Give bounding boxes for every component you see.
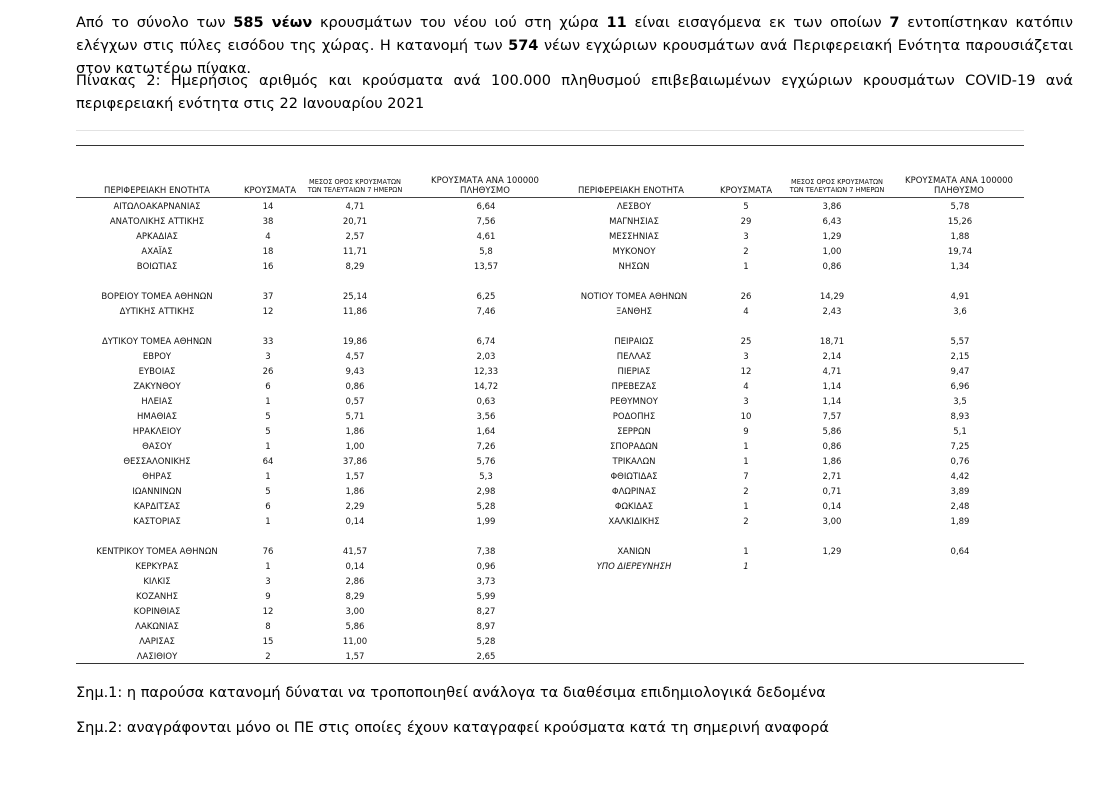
region-cell: ΚΑΡΔΙΤΣΑΣ: [133, 502, 181, 512]
avg-cell: 2,57: [345, 232, 365, 242]
region-cell: ΜΑΓΝΗΣΙΑΣ: [609, 217, 659, 227]
table-row: [550, 215, 1024, 230]
per100k-cell: 4,61: [476, 232, 496, 242]
intro-text: Από το σύνολο των: [76, 15, 234, 31]
avg-cell: 3,00: [345, 607, 365, 617]
cases-cell: 1: [743, 547, 749, 557]
cases-cell: 6: [265, 502, 271, 512]
avg-cell: 18,71: [819, 337, 845, 347]
table-row: [76, 620, 546, 635]
avg-cell: 3,00: [822, 517, 842, 527]
cases-cell: 26: [740, 292, 752, 302]
avg-cell: 0,86: [822, 262, 842, 272]
cases-cell: 8: [265, 622, 271, 632]
region-cell: ΝΟΤΙΟΥ ΤΟΜΕΑ ΑΘΗΝΩΝ: [580, 292, 688, 302]
table-row: [76, 500, 546, 515]
intro-bold-new-cases: 585 νέων: [233, 15, 313, 31]
region-cell: ΚΕΡΚΥΡΑΣ: [135, 562, 179, 572]
cases-cell: 9: [265, 592, 271, 602]
avg-cell: 2,43: [822, 307, 842, 317]
region-cell: ΛΑΣΙΘΙΟΥ: [136, 652, 178, 662]
per100k-cell: 8,93: [950, 412, 970, 422]
table-row: [76, 425, 546, 440]
table-row: [76, 245, 546, 260]
table-row: [550, 485, 1024, 500]
header-avg-line1: ΜΕΣΟΣ ΟΡΟΣ ΚΡΟΥΣΜΑΤΩΝ: [309, 178, 401, 186]
per100k-cell: 6,74: [476, 337, 496, 347]
region-cell: ΡΕΘΥΜΝΟΥ: [610, 397, 658, 407]
table-row: [76, 260, 546, 275]
intro-text: εντοπίστηκαν κατόπιν ελέγχων στις πύλες εισόδου της χώρας. Η κατανομή των: [76, 15, 1073, 54]
cases-cell: 3: [265, 352, 271, 362]
region-cell: ΠΕΙΡΑΙΩΣ: [614, 337, 654, 347]
table-row: [76, 365, 546, 380]
avg-cell: 8,29: [345, 592, 365, 602]
table-row: [76, 320, 546, 350]
avg-cell: 14,29: [819, 292, 845, 302]
cases-cell: 1: [743, 262, 749, 272]
cases-cell: 5: [265, 412, 271, 422]
per100k-cell: 0,96: [476, 562, 496, 572]
avg-cell: 3,86: [822, 202, 842, 212]
table-caption: Πίνακας 2: Ημερήσιος αριθμός και κρούσματα ανά 100.000 πληθυσμού επιβεβαιωμένων εγχώριων κρουσμάτων COVID-19 ανά περιφερειακή ενότητα στις 22 Ιανουαρίου 2021: [76, 73, 1073, 112]
table-row: [76, 635, 546, 650]
region-cell: ΝΗΣΩΝ: [618, 262, 650, 272]
region-cell: ΧΑΝΙΩΝ: [617, 547, 651, 557]
table-row: [76, 560, 546, 575]
cases-cell: 1: [265, 442, 271, 452]
table-row: [76, 530, 546, 560]
per100k-cell: 5,8: [479, 247, 493, 257]
avg-cell: 0,86: [345, 382, 365, 392]
table-row: [550, 275, 1024, 305]
avg-cell: 11,86: [342, 307, 368, 317]
cases-cell: 4: [743, 382, 749, 392]
header-region: ΠΕΡΙΦΕΡΕΙΑΚΗ ΕΝΟΤΗΤΑ: [104, 186, 210, 196]
table-row: [76, 575, 546, 590]
per100k-cell: 2,48: [950, 502, 970, 512]
header-cases: ΚΡΟΥΣΜΑΤΑ: [243, 186, 297, 196]
header-cases: ΚΡΟΥΣΜΑΤΑ: [719, 186, 773, 196]
table-row: [550, 470, 1024, 485]
avg-cell: 1,00: [822, 247, 842, 257]
cases-cell: 3: [743, 232, 749, 242]
region-cell: ΛΑΡΙΣΑΣ: [139, 637, 175, 647]
per100k-cell: 2,65: [476, 652, 496, 662]
region-cell: ΘΕΣΣΑΛΟΝΙΚΗΣ: [123, 457, 191, 467]
region-cell: ΛΕΣΒΟΥ: [616, 202, 652, 212]
table-row: [550, 440, 1024, 455]
cases-cell: 18: [262, 247, 274, 257]
avg-cell: 1,86: [345, 427, 365, 437]
table-row: [550, 515, 1024, 530]
header-per100k-line1: ΚΡΟΥΣΜΑΤΑ ΑΝΑ 100000: [431, 176, 539, 186]
avg-cell: 20,71: [342, 217, 368, 227]
cases-cell: 1: [743, 457, 749, 467]
per100k-cell: 2,15: [950, 352, 970, 362]
cases-cell: 10: [740, 412, 752, 422]
header-per100k-line2: ΠΛΗΘΥΣΜΟ: [460, 186, 510, 196]
note-1: Σημ.1: η παρούσα κατανομή δύναται να τροποποιηθεί ανάλογα τα διαθέσιμα επιδημιολογικά δεδομένα: [76, 685, 826, 701]
per100k-cell: 5,76: [476, 457, 496, 467]
cases-cell: 2: [743, 517, 749, 527]
table-row: [76, 230, 546, 245]
avg-cell: 1,29: [822, 547, 842, 557]
region-cell: ΗΜΑΘΙΑΣ: [137, 412, 177, 422]
per100k-cell: 9,47: [950, 367, 970, 377]
avg-cell: 6,43: [822, 217, 842, 227]
region-cell: ΖΑΚΥΝΘΟΥ: [133, 382, 181, 392]
header-per100k: [894, 176, 1024, 196]
table-row: [76, 605, 546, 620]
cases-cell: 15: [262, 637, 274, 647]
table-row: [550, 560, 1024, 575]
header-avg-line1: ΜΕΣΟΣ ΟΡΟΣ ΚΡΟΥΣΜΑΤΩΝ: [791, 178, 883, 186]
avg-cell: 19,86: [342, 337, 368, 347]
per100k-cell: 15,26: [947, 217, 973, 227]
table-row: [76, 470, 546, 485]
per100k-cell: 6,25: [476, 292, 496, 302]
cases-cell: 3: [265, 577, 271, 587]
per100k-cell: 0,63: [476, 397, 496, 407]
avg-cell: 8,29: [345, 262, 365, 272]
avg-cell: 41,57: [342, 547, 368, 557]
avg-cell: 1,57: [345, 472, 365, 482]
per100k-cell: 5,28: [476, 502, 496, 512]
per100k-cell: 2,03: [476, 352, 496, 362]
region-cell: ΔΥΤΙΚΟΥ ΤΟΜΕΑ ΑΘΗΝΩΝ: [101, 337, 213, 347]
avg-cell: 2,71: [822, 472, 842, 482]
per100k-cell: 4,42: [950, 472, 970, 482]
region-cell: ΑΙΤΩΛΟΑΚΑΡΝΑΝΙΑΣ: [113, 202, 201, 212]
cases-cell: 1: [743, 442, 749, 452]
intro-bold-domestic: 574: [508, 38, 539, 54]
table-row: [550, 380, 1024, 395]
per100k-cell: 3,5: [953, 397, 967, 407]
per100k-cell: 0,76: [950, 457, 970, 467]
per100k-cell: 1,34: [950, 262, 970, 272]
region-cell: ΗΛΕΙΑΣ: [141, 397, 173, 407]
avg-cell: 11,00: [342, 637, 368, 647]
cases-cell: 9: [743, 427, 749, 437]
per100k-cell: 8,27: [476, 607, 496, 617]
cases-cell: 12: [262, 607, 274, 617]
avg-cell: 5,86: [822, 427, 842, 437]
cases-cell: 2: [743, 487, 749, 497]
avg-cell: 0,71: [822, 487, 842, 497]
per100k-cell: 1,64: [476, 427, 496, 437]
table-row: [76, 515, 546, 530]
cases-cell: 14: [262, 202, 274, 212]
region-cell: ΦΛΩΡΙΝΑΣ: [611, 487, 657, 497]
table-row: [550, 305, 1024, 320]
header-avg: [300, 178, 410, 194]
per100k-cell: 6,96: [950, 382, 970, 392]
region-cell: ΘΑΣΟΥ: [142, 442, 172, 452]
region-cell: ΠΡΕΒΕΖΑΣ: [611, 382, 657, 392]
cases-cell: 2: [265, 652, 271, 662]
per100k-cell: 3,73: [476, 577, 496, 587]
region-cell: ΦΘΙΩΤΙΔΑΣ: [610, 472, 658, 482]
header-region: ΠΕΡΙΦΕΡΕΙΑΚΗ ΕΝΟΤΗΤΑ: [578, 186, 684, 196]
table-row: [550, 530, 1024, 560]
avg-cell: 9,43: [345, 367, 365, 377]
per100k-cell: 6,64: [476, 202, 496, 212]
avg-cell: 5,71: [345, 412, 365, 422]
cases-cell: 1: [265, 562, 271, 572]
cases-cell: 64: [262, 457, 274, 467]
avg-cell: 4,71: [345, 202, 365, 212]
table-row: [76, 350, 546, 365]
cases-cell: 1: [743, 502, 749, 512]
avg-cell: 1,14: [822, 382, 842, 392]
divider: [76, 130, 1024, 131]
region-cell: ΠΙΕΡΙΑΣ: [617, 367, 651, 377]
header-per100k-line1: ΚΡΟΥΣΜΑΤΑ ΑΝΑ 100000: [905, 176, 1013, 186]
avg-cell: 4,71: [822, 367, 842, 377]
region-cell: ΑΡΚΑΔΙΑΣ: [136, 232, 178, 242]
header-avg-line2: ΤΩΝ ΤΕΛΕΥΤΑΙΩΝ 7 ΗΜΕΡΩΝ: [307, 186, 403, 194]
cases-cell: 3: [743, 352, 749, 362]
table-row: [76, 305, 546, 320]
table-row: [76, 380, 546, 395]
cases-cell: 1: [265, 397, 271, 407]
region-cell: ΑΧΑΪΑΣ: [141, 247, 173, 257]
per100k-cell: 12,33: [473, 367, 499, 377]
header-avg: [782, 178, 892, 194]
per100k-cell: 7,46: [476, 307, 496, 317]
table-row: [76, 440, 546, 455]
cases-cell: 16: [262, 262, 274, 272]
avg-cell: 2,29: [345, 502, 365, 512]
per100k-cell: 14,72: [473, 382, 499, 392]
table-row: [550, 425, 1024, 440]
avg-cell: 0,57: [345, 397, 365, 407]
cases-cell: 12: [262, 307, 274, 317]
table-row: [550, 455, 1024, 470]
table-right: [550, 200, 1024, 575]
region-cell: ΕΒΡΟΥ: [142, 352, 172, 362]
cases-cell: 2: [743, 247, 749, 257]
region-cell: ΚΟΡΙΝΘΙΑΣ: [133, 607, 181, 617]
region-cell: ΚΟΖΑΝΗΣ: [135, 592, 179, 602]
table-row: [550, 200, 1024, 215]
cases-cell: 37: [262, 292, 274, 302]
table-row: [76, 455, 546, 470]
per100k-cell: 5,99: [476, 592, 496, 602]
table-row: [76, 395, 546, 410]
table-row: [550, 320, 1024, 350]
cases-cell: 5: [743, 202, 749, 212]
cases-cell: 5: [265, 487, 271, 497]
cases-cell: 29: [740, 217, 752, 227]
header-rule: [76, 197, 1024, 198]
per100k-cell: 8,97: [476, 622, 496, 632]
cases-cell: 76: [262, 547, 274, 557]
per100k-cell: 7,38: [476, 547, 496, 557]
cases-cell: 4: [743, 307, 749, 317]
avg-cell: 11,71: [342, 247, 368, 257]
region-cell: ΒΟΡΕΙΟΥ ΤΟΜΕΑ ΑΘΗΝΩΝ: [101, 292, 213, 302]
per100k-cell: 5,78: [950, 202, 970, 212]
avg-cell: 25,14: [342, 292, 368, 302]
per100k-cell: 3,6: [953, 307, 967, 317]
table-top-rule: [76, 145, 1024, 146]
table-row: [550, 395, 1024, 410]
avg-cell: 1,29: [822, 232, 842, 242]
avg-cell: 4,57: [345, 352, 365, 362]
per100k-cell: 5,28: [476, 637, 496, 647]
region-cell: ΦΩΚΙΔΑΣ: [614, 502, 654, 512]
per100k-cell: 7,56: [476, 217, 496, 227]
header-per100k: [420, 176, 550, 196]
intro-text: είναι εισαγόμενα εκ των οποίων: [626, 15, 890, 31]
table-row: [550, 410, 1024, 425]
region-cell: ΑΝΑΤΟΛΙΚΗΣ ΑΤΤΙΚΗΣ: [109, 217, 205, 227]
header-per100k-line2: ΠΛΗΘΥΣΜΟ: [934, 186, 984, 196]
region-cell: ΔΥΤΙΚΗΣ ΑΤΤΙΚΗΣ: [119, 307, 195, 317]
cases-cell: 4: [265, 232, 271, 242]
avg-cell: 7,57: [822, 412, 842, 422]
cases-cell: 5: [265, 427, 271, 437]
region-cell: ΠΕΛΛΑΣ: [616, 352, 652, 362]
region-cell: ΤΡΙΚΑΛΩΝ: [612, 457, 656, 467]
per100k-cell: 3,56: [476, 412, 496, 422]
per100k-cell: 5,3: [479, 472, 493, 482]
region-cell: ΥΠΟ ΔΙΕΡΕΥΝΗΣΗ: [596, 562, 672, 572]
table-row: [550, 350, 1024, 365]
intro-text: κρουσμάτων του νέου ιού στη χώρα: [312, 15, 607, 31]
per100k-cell: 7,25: [950, 442, 970, 452]
avg-cell: 1,57: [345, 652, 365, 662]
region-cell: ΜΥΚΟΝΟΥ: [612, 247, 656, 257]
table-row: [76, 410, 546, 425]
per100k-cell: 2,98: [476, 487, 496, 497]
region-cell: ΚΕΝΤΡΙΚΟΥ ΤΟΜΕΑ ΑΘΗΝΩΝ: [96, 547, 218, 557]
per100k-cell: 3,89: [950, 487, 970, 497]
intro-text: νέων εγχώριων κρουσμάτων ανά Περιφερειακή Ενότητα παρουσιάζεται στον κατωτέρω πίνακα.: [76, 38, 1073, 77]
avg-cell: 2,14: [822, 352, 842, 362]
cases-cell: 12: [740, 367, 752, 377]
region-cell: ΣΕΡΡΩΝ: [617, 427, 651, 437]
per100k-cell: 1,99: [476, 517, 496, 527]
per100k-cell: 1,88: [950, 232, 970, 242]
per100k-cell: 7,26: [476, 442, 496, 452]
intro-bold-border: 7: [889, 15, 900, 31]
avg-cell: 5,86: [345, 622, 365, 632]
cases-cell: 3: [743, 397, 749, 407]
table-row: [550, 500, 1024, 515]
table-row: [76, 275, 546, 305]
avg-cell: 0,14: [345, 517, 365, 527]
avg-cell: 1,86: [822, 457, 842, 467]
avg-cell: 2,86: [345, 577, 365, 587]
per100k-cell: 0,64: [950, 547, 970, 557]
cases-cell: 33: [262, 337, 274, 347]
per100k-cell: 13,57: [473, 262, 499, 272]
header-avg-line2: ΤΩΝ ΤΕΛΕΥΤΑΙΩΝ 7 ΗΜΕΡΩΝ: [789, 186, 885, 194]
cases-cell: 26: [262, 367, 274, 377]
cases-cell: 1: [265, 517, 271, 527]
region-cell: ΡΟΔΟΠΗΣ: [612, 412, 656, 422]
cases-cell: 38: [262, 217, 274, 227]
table-row: [550, 230, 1024, 245]
region-cell: ΣΠΟΡΑΔΩΝ: [609, 442, 659, 452]
per100k-cell: 5,57: [950, 337, 970, 347]
cases-cell: 7: [743, 472, 749, 482]
cases-cell: 1: [743, 562, 749, 572]
region-cell: ΞΑΝΘΗΣ: [616, 307, 652, 317]
intro-bold-imported: 11: [606, 15, 627, 31]
avg-cell: 1,00: [345, 442, 365, 452]
table-row: [550, 260, 1024, 275]
cases-cell: 6: [265, 382, 271, 392]
table-row: [550, 365, 1024, 380]
region-cell: ΕΥΒΟΙΑΣ: [138, 367, 176, 377]
region-cell: ΛΑΚΩΝΙΑΣ: [135, 622, 179, 632]
table-row: [76, 485, 546, 500]
region-cell: ΙΩΑΝΝΙΝΩΝ: [132, 487, 182, 497]
cases-cell: 1: [265, 472, 271, 482]
avg-cell: 0,86: [822, 442, 842, 452]
table-row: [76, 590, 546, 605]
avg-cell: 37,86: [342, 457, 368, 467]
table-row: [76, 200, 546, 215]
region-cell: ΗΡΑΚΛΕΙΟΥ: [132, 427, 182, 437]
avg-cell: 0,14: [822, 502, 842, 512]
region-cell: ΜΕΣΣΗΝΙΑΣ: [609, 232, 659, 242]
note-2: Σημ.2: αναγράφονται μόνο οι ΠΕ στις οποίες έχουν καταγραφεί κρούσματα κατά τη σημερινή αναφορά: [76, 720, 829, 736]
avg-cell: 0,14: [345, 562, 365, 572]
per100k-cell: 4,91: [950, 292, 970, 302]
table-row: [76, 215, 546, 230]
region-cell: ΚΑΣΤΟΡΙΑΣ: [133, 517, 181, 527]
cases-cell: 25: [740, 337, 752, 347]
region-cell: ΚΙΛΚΙΣ: [143, 577, 171, 587]
region-cell: ΘΗΡΑΣ: [142, 472, 172, 482]
table-row: [550, 245, 1024, 260]
avg-cell: 1,14: [822, 397, 842, 407]
per100k-cell: 19,74: [947, 247, 973, 257]
region-cell: ΒΟΙΩΤΙΑΣ: [136, 262, 178, 272]
per100k-cell: 5,1: [953, 427, 967, 437]
region-cell: ΧΑΛΚΙΔΙΚΗΣ: [608, 517, 660, 527]
table-left: [76, 200, 546, 665]
table-bottom-rule: [76, 663, 1024, 664]
per100k-cell: 1,89: [950, 517, 970, 527]
avg-cell: 1,86: [345, 487, 365, 497]
